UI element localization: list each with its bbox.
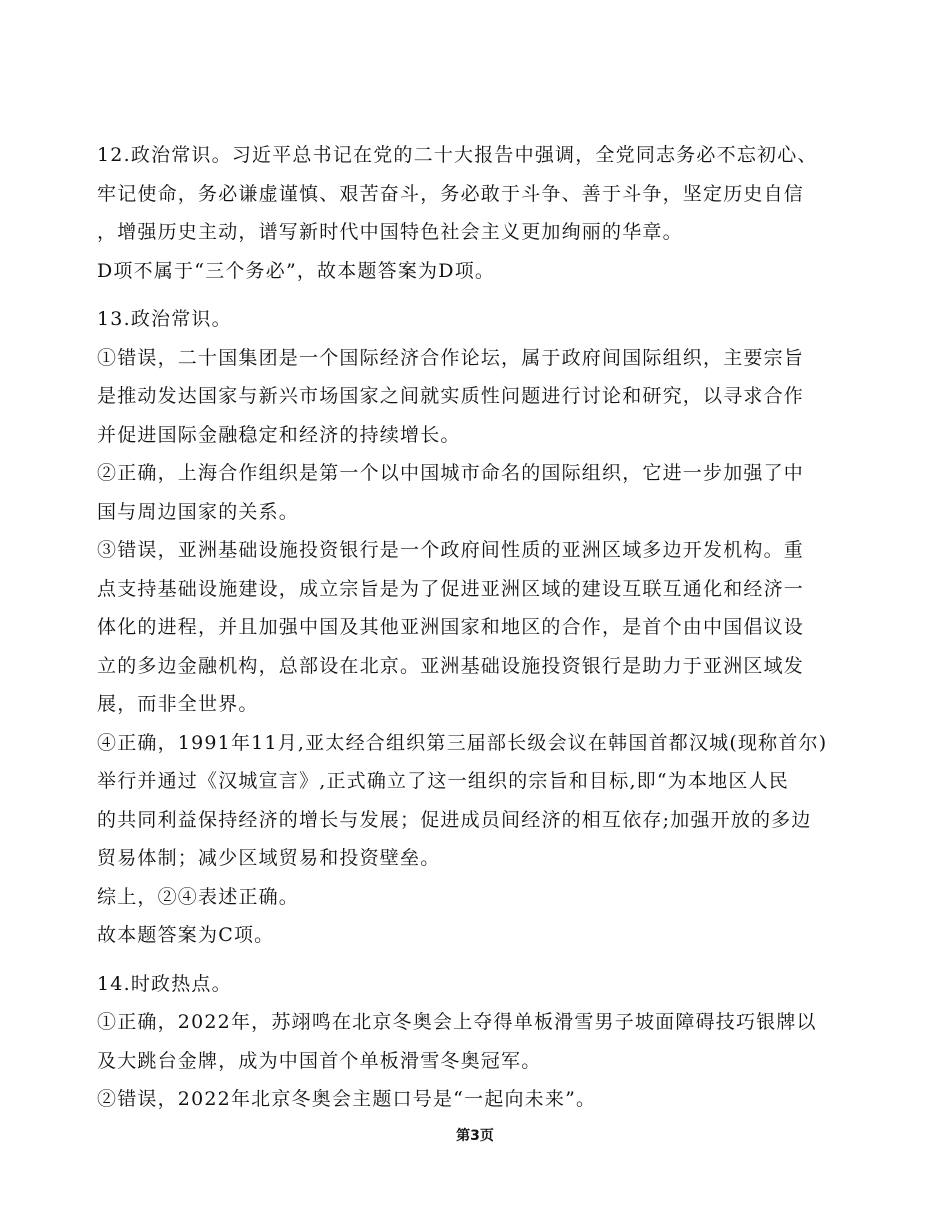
text-line: 举行并通过《汉城宣言》,正式确立了这一组织的宗旨和目标,即“为本地区人民 (97, 770, 789, 792)
text-line: 贸易体制；减少区域贸易和投资壁垒。 (97, 847, 441, 869)
text-line: 体化的进程，并且加强中国及其他亚洲国家和地区的合作，是首个由中国倡议设 (97, 616, 805, 638)
text-line: 是推动发达国家与新兴市场国家之间就实质性问题进行讨论和研究，以寻求合作 (97, 385, 805, 407)
text-line: 国与周边国家的关系。 (97, 500, 300, 523)
text-line: 立的多边金融机构，总部设在北京。亚洲基础设施投资银行是助力于亚洲区域发 (97, 654, 805, 677)
text-line: 12.政治常识。习近平总书记在党的二十大报告中强调，全党同志务必不忘初心、 (97, 144, 818, 166)
text-line: 13.政治常识。 (97, 308, 232, 330)
section-q13 (97, 300, 867, 955)
text-line: ④正确，1991年11月,亚太经合组织第三届部长级会议在韩国首都汉城(现称首尔) (97, 731, 828, 754)
text-line: ，增强历史主动，谱写新时代中国特色社会主义更加绚丽的华章。 (97, 221, 683, 243)
text-line: 点支持基础设施建设，成立宗旨是为了促进亚洲区域的建设互联互通化和经济一 (97, 577, 805, 600)
text-line: ②错误，2022年北京冬奥会主题口号是“一起向未来”。 (97, 1088, 597, 1110)
text-line: 并促进国际金融稳定和经济的持续增长。 (97, 423, 461, 446)
section-q12 (97, 136, 867, 290)
text-line: ①正确，2022年，苏翊鸣在北京冬奥会上夺得单板滑雪男子坡面障碍技巧银牌以 (97, 1011, 817, 1033)
answer-content (97, 136, 867, 1119)
text-line: 牢记使命，务必谦虚谨慎、艰苦奋斗，务必敢于斗争、善于斗争，坚定历史自信 (97, 182, 805, 205)
section-gap (97, 955, 867, 965)
text-line: ②正确，上海合作组织是第一个以中国城市命名的国际组织，它进一步加强了中 (97, 462, 805, 484)
text-line: 故本题答案为C项。 (97, 924, 275, 946)
text-line: ③错误，亚洲基础设施投资银行是一个政府间性质的亚洲区域多边开发机构。重 (97, 539, 805, 561)
text-line: D项不属于“三个务必”，故本题答案为D项。 (97, 259, 496, 282)
text-line: 及大跳台金牌，成为中国首个单板滑雪冬奥冠军。 (97, 1049, 542, 1072)
text-line: ①错误，二十国集团是一个国际经济合作论坛，属于政府间国际组织，主要宗旨 (97, 346, 805, 369)
text-line: 14.时政热点。 (97, 972, 232, 995)
section-gap (97, 290, 867, 300)
text-line: 的共同利益保持经济的增长与发展；促进成员间经济的相互依存;加强开放的多边 (97, 808, 812, 831)
page-number: 第3页 (456, 1128, 494, 1144)
section-q14 (97, 965, 867, 1119)
text-line: 展，而非全世界。 (97, 693, 259, 715)
text-line: 综上，②④表述正确。 (97, 885, 300, 908)
